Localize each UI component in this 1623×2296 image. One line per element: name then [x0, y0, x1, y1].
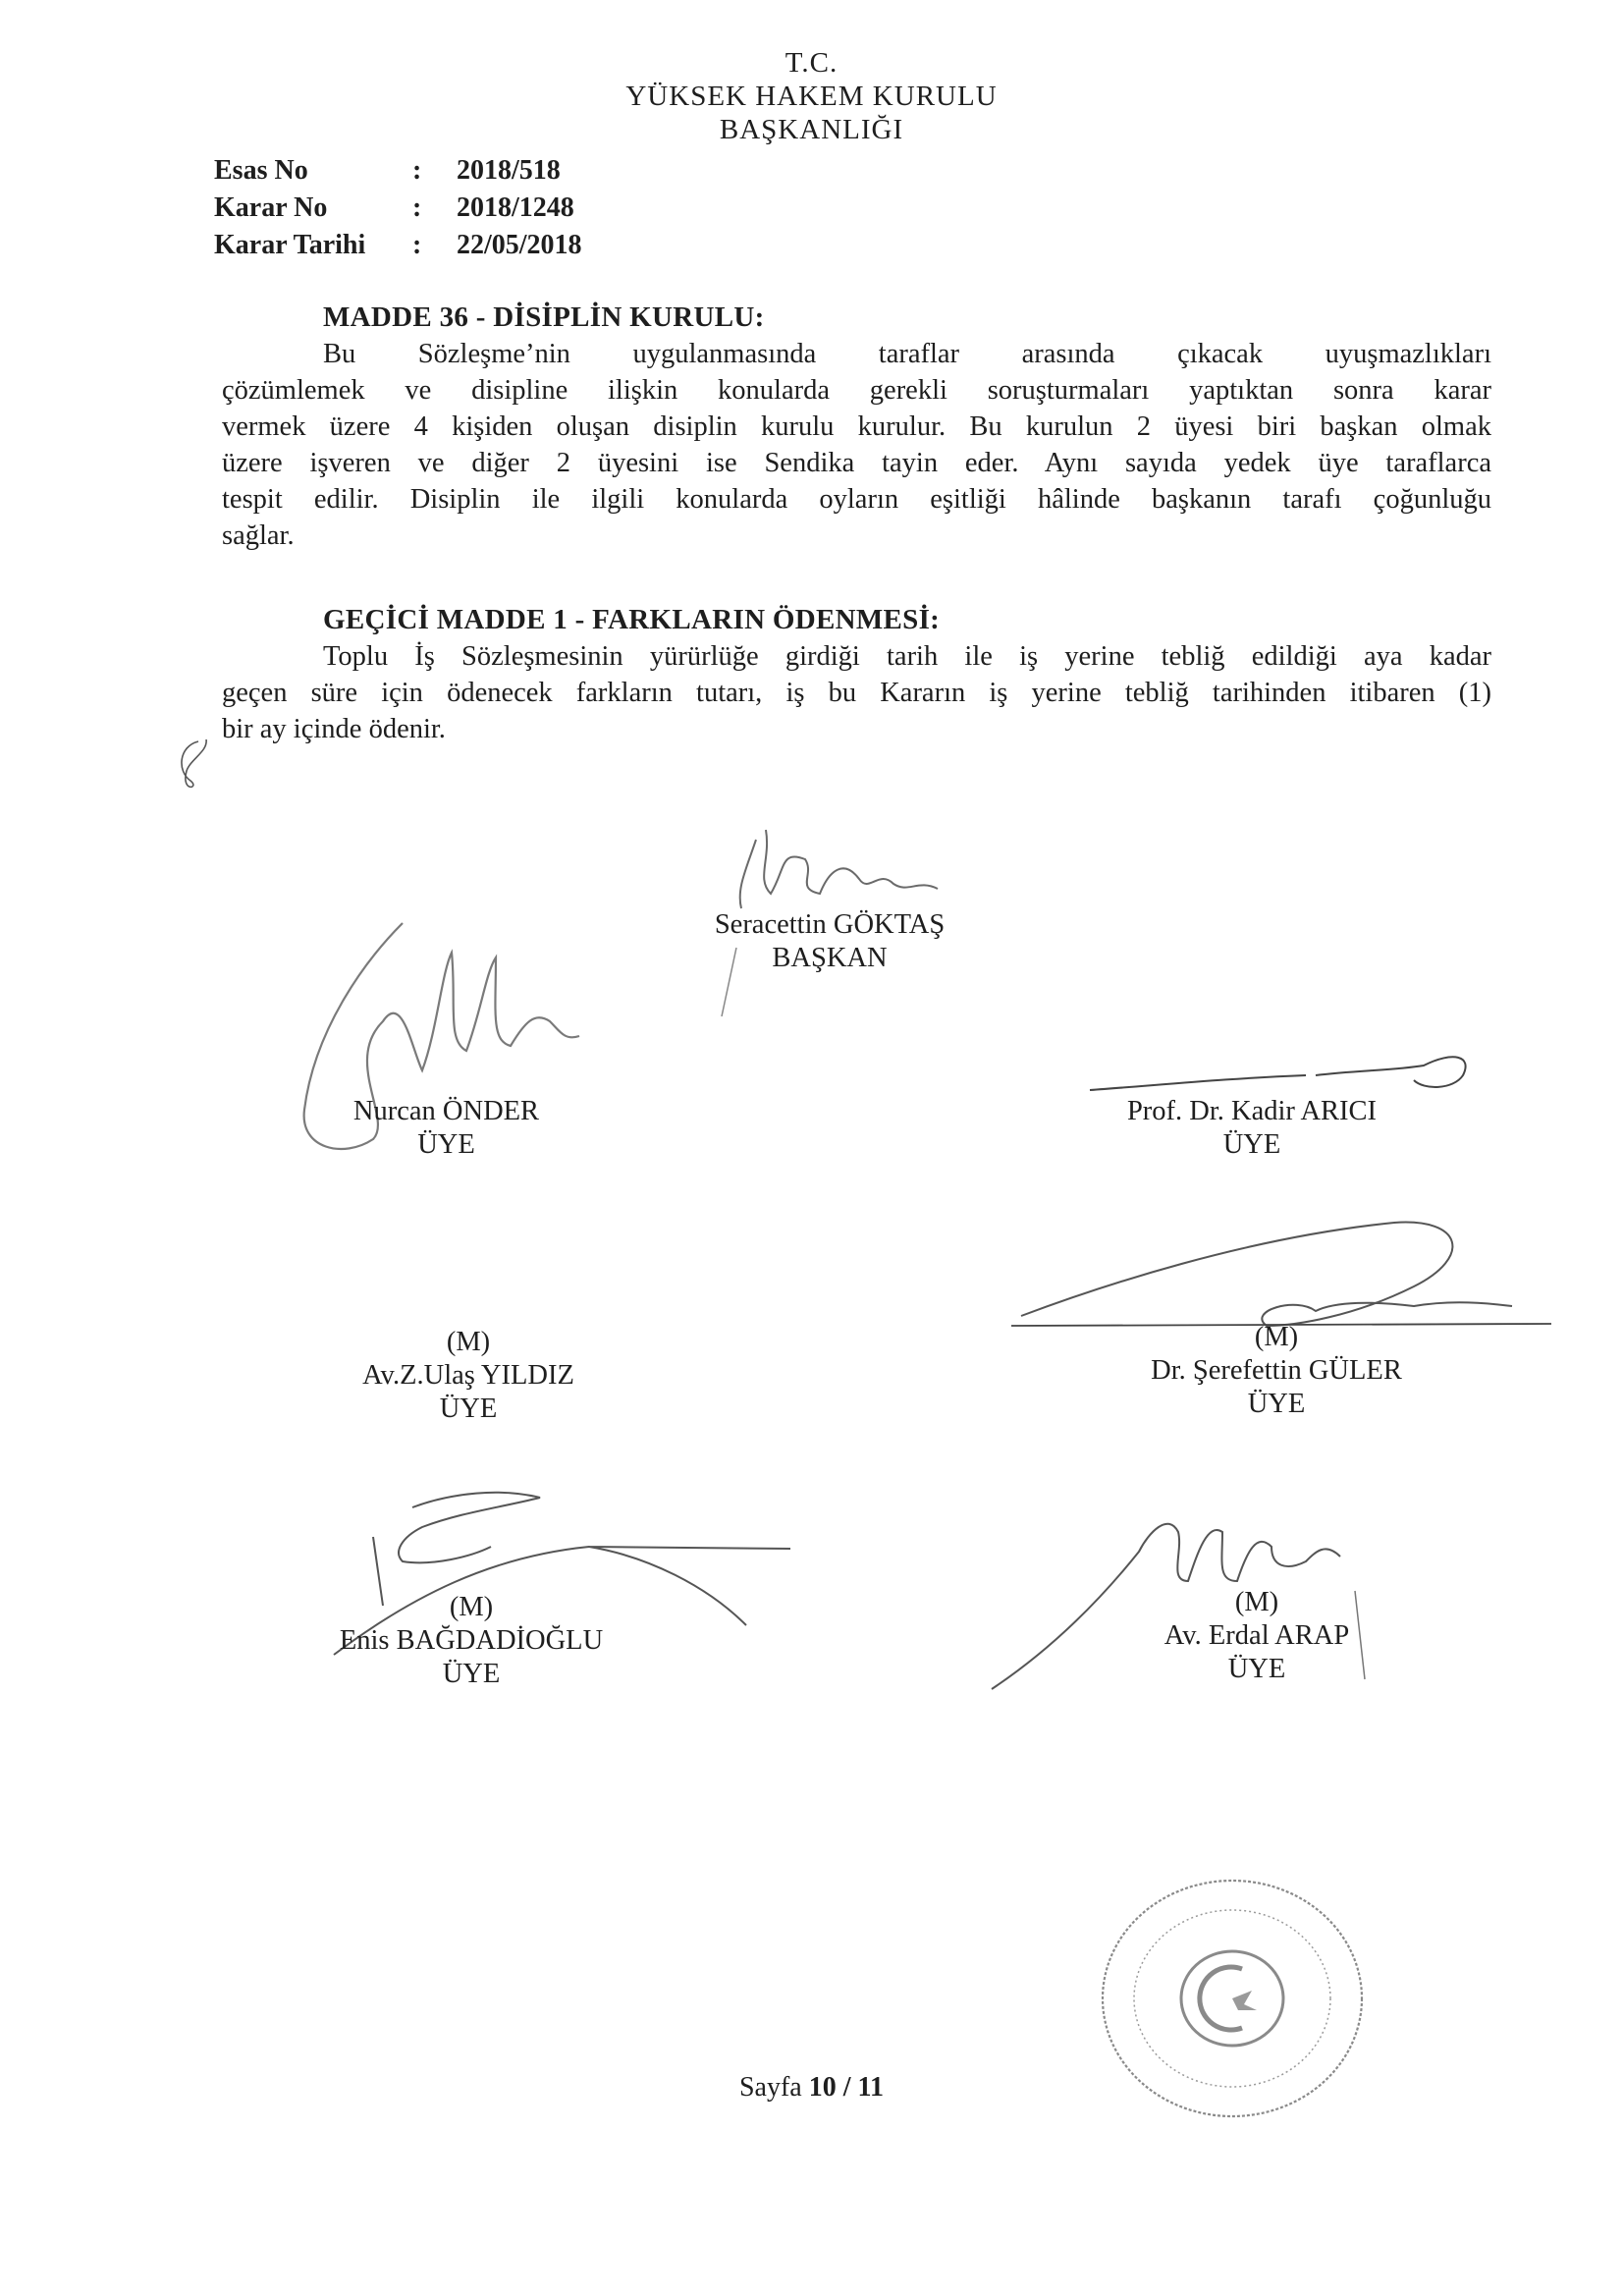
signatory-onder: [306, 1095, 586, 1162]
signatory-guler: [1109, 1321, 1443, 1421]
signatory-yildiz: [306, 1326, 630, 1426]
margin-initial-mark: [169, 732, 228, 800]
article-36: [222, 300, 1491, 554]
page-number: [0, 2072, 1623, 2104]
signatory-name: Av. Erdal ARAP: [1163, 1620, 1350, 1651]
meta-row-karar-no: [214, 190, 582, 227]
paragraph-line: bir ay içinde ödenir.: [222, 714, 446, 744]
signatory-role: ÜYE: [1227, 1654, 1286, 1684]
signatory-role: ÜYE: [442, 1659, 501, 1689]
temporary-article-1-title: GEÇİCİ MADDE 1 - FARKLARIN ÖDENMESİ:: [323, 604, 941, 635]
article-36-title: MADDE 36 - DİSİPLİN KURULU:: [323, 301, 765, 333]
paragraph-line: sağlar.: [222, 520, 295, 551]
case-metadata: [214, 152, 582, 264]
signatory-bagdadioglu: [304, 1591, 638, 1691]
signatory-role: ÜYE: [439, 1394, 498, 1424]
signatory-mark: (M): [449, 1592, 494, 1622]
signatory-name: Prof. Dr. Kadir ARICI: [1126, 1096, 1378, 1126]
header-line-kurul: YÜKSEK HAKEM KURULU: [625, 81, 998, 112]
page-prefix: Sayfa: [738, 2072, 802, 2103]
header-line-tc: T.C.: [784, 47, 839, 79]
signatory-name: Nurcan ÖNDER: [352, 1096, 540, 1126]
meta-label: Karar Tarihi: [214, 230, 366, 260]
meta-row-karar-tarihi: [214, 227, 582, 264]
meta-separator: :: [412, 192, 422, 223]
signatory-name: Seracettin GÖKTAŞ: [714, 909, 946, 940]
meta-row-esas: [214, 152, 582, 190]
paragraph-line: Bu Sözleşme’nin uygulanmasında taraflar arasında çıkacak uyuşmazlıkları: [323, 339, 1491, 369]
signatory-name: Av.Z.Ulaş YILDIZ: [362, 1360, 574, 1391]
paragraph-line: Toplu İş Sözleşmesinin yürürlüğe girdiği tarih ile iş yerine tebliğ edildiği aya kadar: [323, 641, 1491, 672]
signatory-mark: (M): [446, 1327, 491, 1357]
meta-value: 22/05/2018: [457, 230, 582, 260]
signatory-arap: [1109, 1586, 1404, 1686]
paragraph-line: tespit edilir. Disiplin ile ilgili konularda oyların eşitliği hâlinde başkanın tarafı çoğunluğu: [222, 484, 1491, 515]
signatory-arici: [1090, 1095, 1414, 1162]
signatory-role: ÜYE: [1222, 1129, 1281, 1160]
meta-value: 2018/518: [457, 155, 561, 186]
page-separator: /: [842, 2072, 851, 2103]
paragraph-line: çözümlemek ve disipline ilişkin konularda gerekli soruşturmaları yaptıktan sonra karar: [222, 375, 1491, 406]
meta-label: Karar No: [214, 192, 328, 223]
signatory-chair: [707, 908, 952, 975]
signatory-role: ÜYE: [1247, 1389, 1306, 1419]
meta-separator: :: [412, 230, 422, 260]
page-total: 11: [857, 2072, 884, 2103]
page-current: 10: [808, 2072, 837, 2103]
header-line-baskanlik: BAŞKANLIĞI: [719, 114, 904, 145]
signatory-mark: (M): [1254, 1322, 1299, 1352]
paragraph-line: üzere işveren ve diğer 2 üyesini ise Sendika tayin eder. Aynı sayıda yedek üye taraflarca: [222, 448, 1491, 478]
meta-value: 2018/1248: [457, 192, 574, 223]
meta-separator: :: [412, 155, 422, 186]
paragraph-line: geçen süre için ödenecek farkların tutarı, iş bu Kararın iş yerine tebliğ tarihinden itibaren (1): [222, 678, 1491, 708]
signatory-role: ÜYE: [417, 1129, 475, 1160]
signatory-name: Enis BAĞDADİOĞLU: [339, 1625, 604, 1656]
signatory-name: Dr. Şerefettin GÜLER: [1151, 1355, 1402, 1386]
paragraph-line: vermek üzere 4 kişiden oluşan disiplin kurulu kurulur. Bu kurulun 2 üyesi biri başkan olmak: [222, 411, 1491, 442]
meta-label: Esas No: [214, 155, 308, 186]
signatory-mark: (M): [1234, 1587, 1279, 1617]
signatory-role: BAŞKAN: [772, 943, 888, 973]
temporary-article-1: [222, 602, 1491, 747]
